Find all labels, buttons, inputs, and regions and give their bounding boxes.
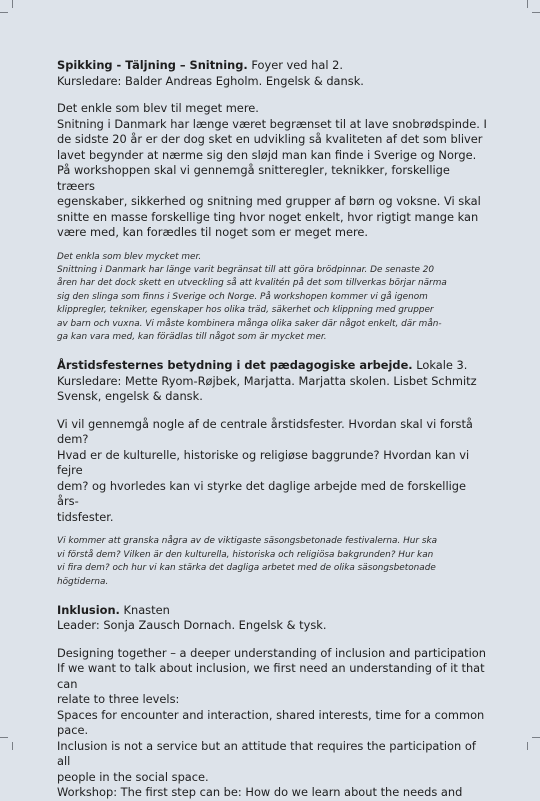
section-title: Årstidsfesternes betydning i det pædagogiske arbejde. xyxy=(57,358,413,373)
swedish-line: åren har det dock skett en utveckling så att kvalitén på det som tillverkas börjar närma xyxy=(57,278,447,289)
crop-mark xyxy=(0,12,8,13)
english-line: pace. xyxy=(57,723,89,738)
swedish-line: Snittning i Danmark har länge varit begränsat till att göra brödpinnar. De senaste 20 xyxy=(57,264,435,275)
danish-line: egenskaber, sikkerhed og snitning med grupper af børn og voksne. Vi skal xyxy=(57,194,481,208)
swedish-heading: Det enkla som blev mycket mer. xyxy=(57,251,202,262)
danish-line: På workshoppen skal vi gennemgå snitteregler, teknikker, forskellige træers xyxy=(57,163,450,193)
course-leader: Svensk, engelsk & dansk. xyxy=(57,389,203,404)
danish-line: være med, kan forædles til noget som er meget mere. xyxy=(57,225,369,239)
swedish-line: högtiderna. xyxy=(57,576,109,587)
page-content xyxy=(57,58,491,801)
swedish-line: klippregler, tekniker, egenskaper hos olika träd, säkerhet och klippning med grupper xyxy=(57,305,434,316)
danish-line: lavet begynder at nærme sig den sløjd man kan finde i Sverige og Norge. xyxy=(57,147,477,162)
course-leader: Leader: Sonja Zausch Dornach. Engelsk & tysk. xyxy=(57,618,327,633)
swedish-line: vi fira dem? och hur vi kan stärka det dagliga arbetet med de olika säsongsbetonade xyxy=(57,563,436,574)
section-title: Spikking - Täljning – Snitning. xyxy=(57,58,248,72)
danish-line: dem? og hvorledes kan vi styrke det daglige arbejde med de forskellige års- xyxy=(57,478,467,509)
english-line: Designing together – a deeper understanding of inclusion and participation xyxy=(57,645,486,660)
section-heading xyxy=(57,358,491,374)
crop-mark xyxy=(532,12,540,13)
danish-line: de sidste 20 år er der dog sket en udvikling så kvaliteten af det som bliver xyxy=(57,132,483,146)
danish-line: Vi vil gennemgå nogle af de centrale årstidsfester. Hvordan skal vi forstå dem? xyxy=(57,416,473,447)
english-line: If we want to talk about inclusion, we first need an understanding of it that can xyxy=(57,661,485,691)
course-leader: Kursledare: Mette Ryom-Røjbek, Marjatta. Marjatta skolen. Lisbet Schmitz xyxy=(57,373,477,388)
course-leader: Kursledare: Balder Andreas Egholm. Engelsk & dansk. xyxy=(57,73,364,88)
english-line: Spaces for encounter and interaction, shared interests, time for a common xyxy=(57,707,485,722)
swedish-line: Vi kommer att granska några av de viktigaste säsongsbetonade festivalerna. Hur ska xyxy=(57,536,438,547)
section-heading xyxy=(57,58,491,74)
swedish-line: ga kan vara med, kan förädlas till något som är mycket mer. xyxy=(57,331,327,342)
crop-mark xyxy=(527,742,528,750)
english-line: Inclusion is not a service but an attitude that requires the participation of all xyxy=(57,738,476,769)
section-location: Foyer ved hal 2. xyxy=(247,58,344,72)
english-line: people in the social space. xyxy=(57,769,209,784)
english-line: Workshop: The first step can be: How do we learn about the needs and xyxy=(57,785,463,800)
danish-line: Hvad er de kulturelle, historiske og religiøse baggrunde? Hvordan kan vi fejre xyxy=(57,447,470,478)
danish-line: snitte en masse forskellige ting hvor noget enkelt, hvor rigtigt mange kan xyxy=(57,209,479,224)
crop-mark xyxy=(532,737,540,738)
swedish-line: sig den slinga som finns i Sverige och Norge. På workshopen kommer vi gå igenom xyxy=(57,291,428,302)
section-location: Knasten xyxy=(119,602,170,617)
english-line: relate to three levels: xyxy=(57,692,180,707)
swedish-line: vi förstå dem? Vilken är den kulturella, historiska och religiösa bakgrunden? Hur kan xyxy=(57,549,434,560)
section-heading xyxy=(57,603,491,619)
section-location: Lokale 3. xyxy=(412,358,468,373)
swedish-line: av barn och vuxna. Vi måste kombinera många olika saker där något enkelt, där mån- xyxy=(57,318,442,329)
crop-mark xyxy=(0,737,8,738)
crop-mark xyxy=(527,0,528,8)
crop-mark xyxy=(12,0,13,8)
danish-line: Snitning i Danmark har længe været begrænset til at lave snobrødspinde. I xyxy=(57,116,487,131)
section-title: Inklusion. xyxy=(57,602,120,617)
danish-heading: Det enkle som blev til meget mere. xyxy=(57,101,259,115)
danish-line: tidsfester. xyxy=(57,509,114,524)
crop-mark xyxy=(12,742,13,750)
